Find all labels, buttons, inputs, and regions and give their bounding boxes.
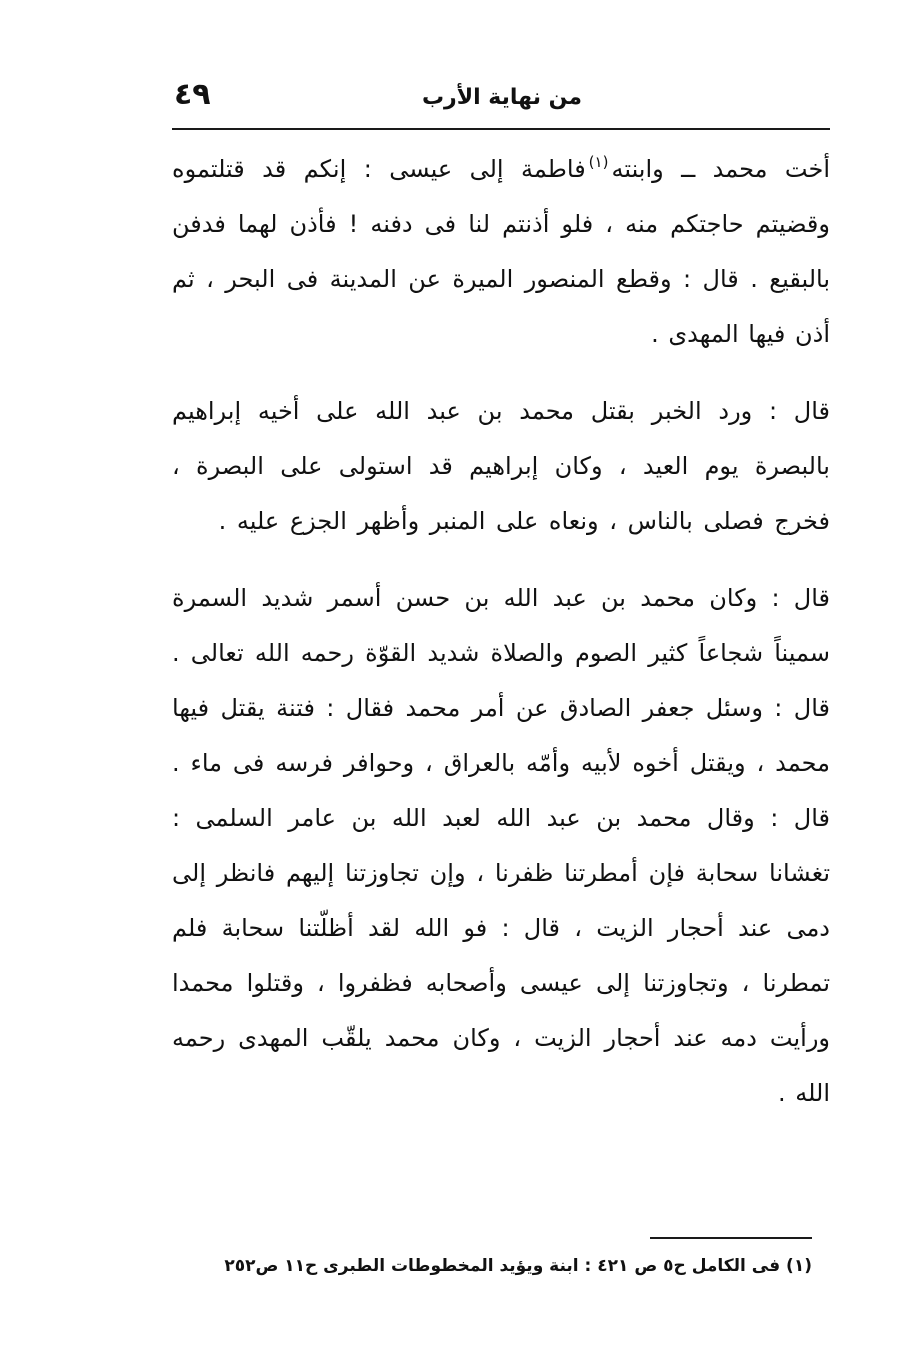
footnote-separator-rule <box>650 1237 812 1239</box>
paragraph-1-continuation: فاطمة إلى عيسى : إنكم قد قتلتموه وقضيتم حاجتكم منه ، فلو أذنتم لنا فى دفنه ! فأذن لهما فدفن بالبقيع . قال : وقطع المنصور الميرة عن المدينة فى البحر ، ثم أذن فيها المهدى . <box>172 155 830 348</box>
body-text <box>172 142 830 1121</box>
running-title: من نهاية الأرب <box>421 85 583 110</box>
paragraph-3: قال : وكان محمد بن عبد الله بن حسن أسمر شديد السمرة سميناً شجاعاً كثير الصوم والصلاة شديد القوّة رحمه الله تعالى . قال : وسئل جعفر الصادق عن أمر محمد فقال : فتنة يقتل فيها محمد ، ويقتل أخوه لأبيه وأمّه بالعراق ، وحوافر فرسه فى ماء . قال : وقال محمد بن عبد الله لعبد الله بن عامر السلمى : تغشانا سحابة فإن أمطرتنا ظفرنا ، وإن تجاوزتنا إليهم فانظر إلى دمى عند أحجار الزيت ، قال : فو الله لقد أظلّتنا سحابة فلم تمطرنا ، وتجاوزتنا إلى عيسى وأصحابه فظفروا ، وقتلوا محمدا ورأيت دمه عند أحجار الزيت ، وكان محمد يلقّب المهدى رحمه الله . <box>172 584 830 1107</box>
footnote: (١) فى الكامل ح٥ ص ٤٢١ : ابنة ويؤيد المخطوطات الطبرى ح١١ ص٢٥٢ <box>224 1256 812 1276</box>
page-number: ٤٩ <box>174 77 211 112</box>
paragraph-1-opening: أخت محمد ــ وابنته <box>611 155 830 183</box>
footnote-reference-marker: (١) <box>588 153 609 171</box>
page-header <box>172 74 830 130</box>
paragraph-1 <box>172 142 830 362</box>
paragraph-2: قال : ورد الخبر بقتل محمد بن عبد الله على أخيه إبراهيم بالبصرة يوم العيد ، وكان إبراهيم قد استولى على البصرة ، فخرج فصلى بالناس ، ونعاه على المنبر وأظهر الجزع عليه . <box>172 397 830 535</box>
